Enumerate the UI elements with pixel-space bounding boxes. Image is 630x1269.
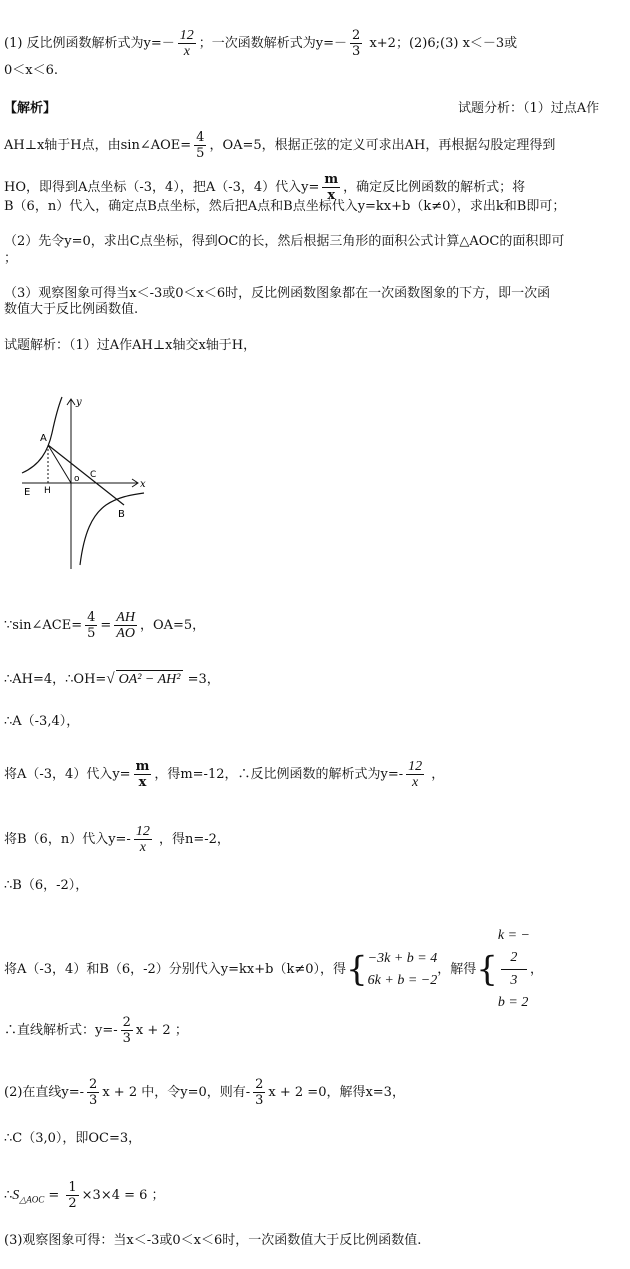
solution-line-part3: (3)观察图象可得：当x＜-3或0＜x＜6时，一次函数值大于反比例函数值. xyxy=(4,1233,422,1248)
label-a: A xyxy=(40,433,47,444)
solution-line-m: 将A（-3，4）代入y= $\frac{m}{x}$ ，得m=-12，∴反比例函数的解析式为y=- $\frac{12}{x}$ ， xyxy=(4,759,445,790)
solution-line-oh: ∴AH=4，∴OH=√ OA² − AH² =3， xyxy=(4,671,220,687)
label-h: H xyxy=(44,486,51,496)
label-e: E xyxy=(24,487,31,498)
analysis-tag: 【解析】 xyxy=(4,101,57,116)
solution-line-n: 将B（6，n）代入y=- $\frac{12}{x}$ ，得n=-2， xyxy=(4,824,230,855)
solution-head: 试题解析：（1）过A作AH⊥x轴交x轴于H， xyxy=(4,338,257,353)
answer-line-1: (1) 反比例函数解析式为y=－ $\frac{12}{x}$ ；一次函数解析式为y=－ $\frac{2}{3}$ x+2；(2)6;(3) x＜－3或 xyxy=(4,28,518,59)
fraction-m-over-x: $\frac{m}{x}$ xyxy=(324,172,339,203)
answer-line-2: 0＜x＜6. xyxy=(4,63,59,78)
hyperbola-branch-right xyxy=(80,493,144,565)
function-graph-diagram xyxy=(18,393,158,573)
fraction-2-over-3: $\frac{2}{3}$ xyxy=(352,28,361,59)
solution-line-sin: ∵sin∠ACE= $\frac{4}{5}$ = $\frac{AH}{AO}$ ，OA=5， xyxy=(4,610,206,641)
analysis-para-4: （2）先令y=0，求出C点坐标，得到OC的长，然后根据三角形的面积公式计算△AOC的面积即可 xyxy=(4,234,565,249)
analysis-para-3: B（6，n）代入，确定点B点坐标，然后把A点和B点坐标代入y=kx+b（k≠0），求出k和B即可； xyxy=(4,199,566,214)
analysis-intro: 试题分析：（1）过点A作 xyxy=(458,101,600,116)
segment-ao xyxy=(48,445,71,483)
solution-line-part2: (2)在直线y=- $\frac{2}{3}$ x + 2 中，令y=0，则有- $\frac{2}{3}$ x + 2 =0，解得x=3， xyxy=(4,1077,405,1108)
label-c: C xyxy=(90,470,97,480)
analysis-para-5: （3）观察图象可得当x＜-3或0＜x＜6时，反比例函数图象都在一次函数图象的下方，即一次函 xyxy=(4,286,551,301)
line-ab xyxy=(48,445,124,505)
fraction-12-over-x: $\frac{12}{x}$ xyxy=(179,28,194,59)
label-x: x xyxy=(140,479,146,490)
analysis-para-2: HO，即得到A点坐标（-3，4），把A（-3，4）代入y= $\frac{m}{x}$ ，确定反比例函数的解析式；将 xyxy=(4,172,526,203)
solution-line-system: 将A（-3，4）和B（6，-2）分别代入y=kx+b（k≠0），得{ −3k + b = 4 6k + b = −2 ，解得{ k = − 2 3 b = 2 ， xyxy=(4,928,543,1010)
analysis-para-1: AH⊥x轴于H点，由sin∠AOE= $\frac{4}{5}$ ，OA=5，根据正弦的定义可求出AH，再根据勾股定理得到 xyxy=(4,130,556,161)
analysis-para-4b: ； xyxy=(4,251,18,266)
label-b: B xyxy=(118,509,125,520)
fraction-4-over-5: $\frac{4}{5}$ xyxy=(196,130,205,161)
label-o: o xyxy=(74,474,80,484)
solution-line-a: ∴A（-3,4）， xyxy=(4,714,80,729)
solution-line-area: $\therefore S_{\triangle AOC}$ = $\frac{1}{2}$ ×3×4 = 6 ； xyxy=(4,1180,165,1211)
solution-line-linear: ∴直线解析式：y=- $\frac{2}{3}$ x + 2 ； xyxy=(4,1015,188,1046)
analysis-para-6: 数值大于反比例函数值. xyxy=(4,302,139,317)
solution-line-b: ∴B（6，-2）， xyxy=(4,878,89,893)
solution-line-c: ∴C（3,0），即OC=3， xyxy=(4,1131,142,1146)
label-y: y xyxy=(76,397,82,408)
